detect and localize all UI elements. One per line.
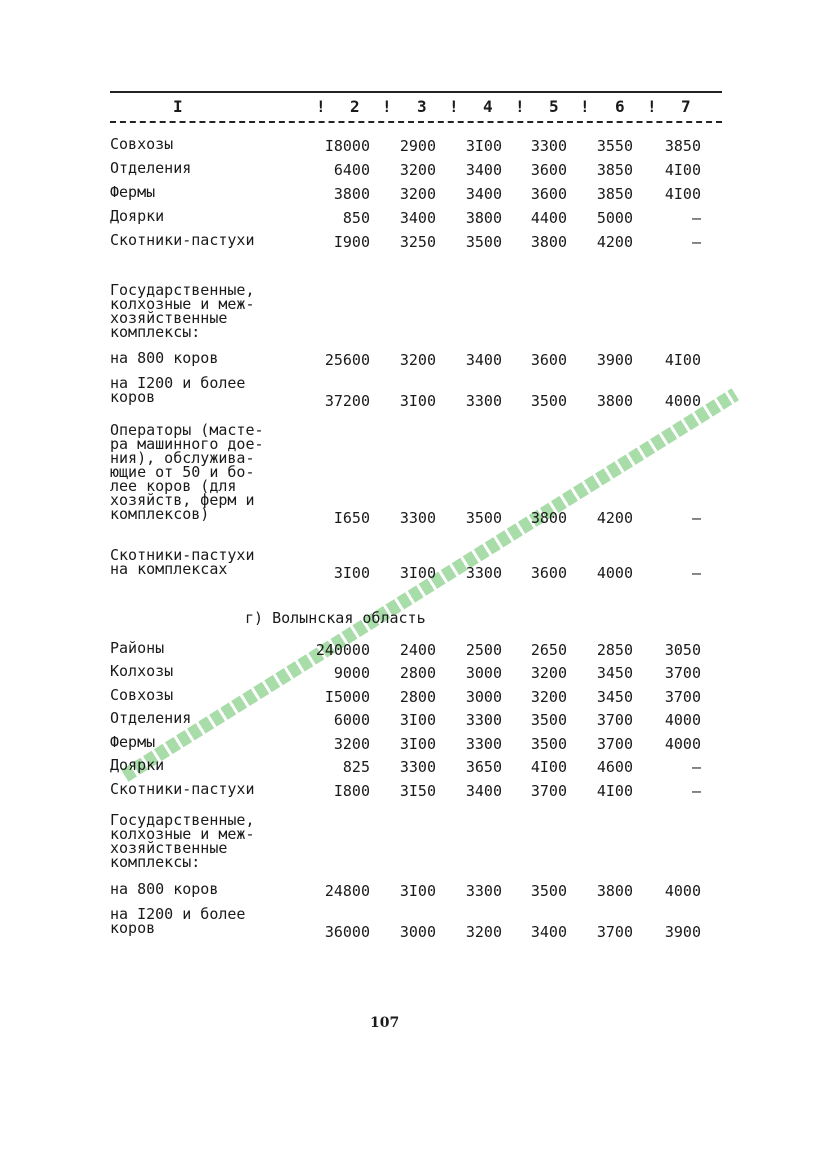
cell-col-6: 2850 [596, 641, 633, 659]
row-label: Доярки [110, 756, 165, 774]
table-top-rule [110, 91, 722, 93]
row-label: на I200 и более коров [110, 905, 246, 937]
row-label: Отделения [110, 709, 192, 727]
cell-col-2: 6400 [333, 161, 370, 179]
cell-col-4: 3300 [465, 735, 502, 753]
header-sep: ! [382, 97, 392, 116]
cell-col-6: 4I00 [596, 782, 633, 800]
row-label: Совхозы [110, 135, 174, 153]
cell-col-2: I800 [333, 782, 370, 800]
cell-col-6: 3550 [596, 137, 633, 155]
header-col-4: 4 [483, 97, 493, 116]
cell-col-2: 37200 [324, 392, 370, 410]
header-sep: ! [647, 97, 657, 116]
page-number: 107 [370, 1015, 400, 1031]
cell-col-5: 3800 [530, 509, 567, 527]
row-label: Районы [110, 639, 165, 657]
header-col-2: 2 [350, 97, 360, 116]
cell-col-5: 3500 [530, 392, 567, 410]
header-sep: ! [515, 97, 525, 116]
header-sep: ! [316, 97, 326, 116]
cell-col-4: 3800 [465, 209, 502, 227]
cell-col-7: – [691, 782, 701, 800]
cell-col-2: 825 [342, 758, 370, 776]
cell-col-4: 3400 [465, 185, 502, 203]
cell-col-4: 2500 [465, 641, 502, 659]
row-label: Скотники-пастухи на комплексах [110, 546, 255, 578]
cell-col-3: 3I00 [399, 711, 436, 729]
cell-col-3: 3200 [399, 185, 436, 203]
row-label: Отделения [110, 159, 192, 177]
cell-col-5: 4I00 [530, 758, 567, 776]
header-col-7: 7 [681, 97, 691, 116]
cell-col-4: 3000 [465, 664, 502, 682]
cell-col-7: 3850 [664, 137, 701, 155]
header-col-5: 5 [549, 97, 559, 116]
cell-col-6: 4600 [596, 758, 633, 776]
cell-col-3: 3300 [399, 509, 436, 527]
cell-col-2: 850 [342, 209, 370, 227]
cell-col-2: 36000 [324, 923, 370, 941]
cell-col-6: 3850 [596, 185, 633, 203]
cell-col-7: – [691, 564, 701, 582]
row-label: Государственные, колхозные и меж- хозяйственные комплексы: [110, 811, 255, 871]
header-col-1: I [173, 97, 183, 116]
row-label: Колхозы [110, 662, 174, 680]
cell-col-7: – [691, 233, 701, 251]
cell-col-3: 3I00 [399, 882, 436, 900]
row-label: Государственные, колхозные и меж- хозяйственные комплексы: [110, 281, 255, 341]
cell-col-2: I8000 [324, 137, 370, 155]
cell-col-7: 3050 [664, 641, 701, 659]
cell-col-7: 3700 [664, 688, 701, 706]
cell-col-2: 6000 [333, 711, 370, 729]
cell-col-5: 3500 [530, 882, 567, 900]
cell-col-3: 3400 [399, 209, 436, 227]
row-label: Скотники-пастухи [110, 231, 255, 249]
cell-col-6: 3700 [596, 923, 633, 941]
cell-col-4: 3200 [465, 923, 502, 941]
cell-col-4: 3650 [465, 758, 502, 776]
cell-col-4: 3300 [465, 564, 502, 582]
row-label: на 800 коров [110, 880, 219, 898]
cell-col-6: 3450 [596, 688, 633, 706]
row-label: Скотники-пастухи [110, 780, 255, 798]
cell-col-2: I5000 [324, 688, 370, 706]
cell-col-2: 3200 [333, 735, 370, 753]
cell-col-5: 3200 [530, 664, 567, 682]
cell-col-7: – [691, 758, 701, 776]
cell-col-5: 4400 [530, 209, 567, 227]
cell-col-6: 3800 [596, 392, 633, 410]
cell-col-5: 3600 [530, 564, 567, 582]
cell-col-7: 4000 [664, 711, 701, 729]
cell-col-2: 25600 [324, 351, 370, 369]
section-title: г) Волынская область [245, 609, 426, 627]
cell-col-3: 3I50 [399, 782, 436, 800]
cell-col-6: 3700 [596, 735, 633, 753]
cell-col-3: 3200 [399, 161, 436, 179]
row-label: на I200 и более коров [110, 374, 246, 406]
table-header-dashed-rule [110, 121, 722, 123]
header-col-6: 6 [615, 97, 625, 116]
header-col-3: 3 [417, 97, 427, 116]
cell-col-6: 3800 [596, 882, 633, 900]
cell-col-5: 3600 [530, 185, 567, 203]
cell-col-2: 3I00 [333, 564, 370, 582]
cell-col-3: 2800 [399, 664, 436, 682]
cell-col-4: 3000 [465, 688, 502, 706]
cell-col-7: – [691, 209, 701, 227]
cell-col-6: 3450 [596, 664, 633, 682]
header-sep: ! [580, 97, 590, 116]
row-label: Доярки [110, 207, 165, 225]
cell-col-3: 3I00 [399, 564, 436, 582]
cell-col-7: 3900 [664, 923, 701, 941]
cell-col-2: I900 [333, 233, 370, 251]
cell-col-6: 4200 [596, 509, 633, 527]
cell-col-2: 3800 [333, 185, 370, 203]
cell-col-7: 4000 [664, 735, 701, 753]
cell-col-5: 3500 [530, 711, 567, 729]
cell-col-3: 3250 [399, 233, 436, 251]
cell-col-6: 3700 [596, 711, 633, 729]
cell-col-2: I650 [333, 509, 370, 527]
cell-col-3: 2900 [399, 137, 436, 155]
cell-col-4: 3I00 [465, 137, 502, 155]
cell-col-4: 3300 [465, 392, 502, 410]
cell-col-2: 240000 [315, 641, 370, 659]
cell-col-5: 3400 [530, 923, 567, 941]
cell-col-5: 3800 [530, 233, 567, 251]
cell-col-6: 3850 [596, 161, 633, 179]
cell-col-3: 3I00 [399, 735, 436, 753]
cell-col-6: 5000 [596, 209, 633, 227]
cell-col-3: 3I00 [399, 392, 436, 410]
cell-col-2: 24800 [324, 882, 370, 900]
cell-col-7: 4I00 [664, 351, 701, 369]
row-label: Операторы (масте- ра машинного дое- ния), обслужива- ющие от 50 и бо- лее коров (для хозяйств, ферм и комплексов) [110, 421, 264, 523]
cell-col-4: 3500 [465, 509, 502, 527]
cell-col-7: 4000 [664, 882, 701, 900]
row-label: Фермы [110, 733, 156, 751]
row-label: на 800 коров [110, 349, 219, 367]
cell-col-4: 3400 [465, 782, 502, 800]
cell-col-5: 3600 [530, 161, 567, 179]
cell-col-5: 3300 [530, 137, 567, 155]
cell-col-7: – [691, 509, 701, 527]
cell-col-4: 3400 [465, 351, 502, 369]
cell-col-2: 9000 [333, 664, 370, 682]
cell-col-4: 3500 [465, 233, 502, 251]
cell-col-4: 3400 [465, 161, 502, 179]
row-label: Совхозы [110, 686, 174, 704]
cell-col-7: 4I00 [664, 161, 701, 179]
cell-col-5: 3600 [530, 351, 567, 369]
cell-col-7: 4I00 [664, 185, 701, 203]
cell-col-6: 3900 [596, 351, 633, 369]
cell-col-4: 3300 [465, 711, 502, 729]
cell-col-3: 2400 [399, 641, 436, 659]
header-sep: ! [449, 97, 459, 116]
row-label: Фермы [110, 183, 156, 201]
cell-col-4: 3300 [465, 882, 502, 900]
cell-col-7: 4000 [664, 392, 701, 410]
cell-col-6: 4000 [596, 564, 633, 582]
cell-col-5: 3500 [530, 735, 567, 753]
cell-col-7: 3700 [664, 664, 701, 682]
cell-col-5: 2650 [530, 641, 567, 659]
cell-col-6: 4200 [596, 233, 633, 251]
cell-col-3: 2800 [399, 688, 436, 706]
cell-col-5: 3700 [530, 782, 567, 800]
cell-col-3: 3000 [399, 923, 436, 941]
cell-col-3: 3200 [399, 351, 436, 369]
cell-col-3: 3300 [399, 758, 436, 776]
cell-col-5: 3200 [530, 688, 567, 706]
